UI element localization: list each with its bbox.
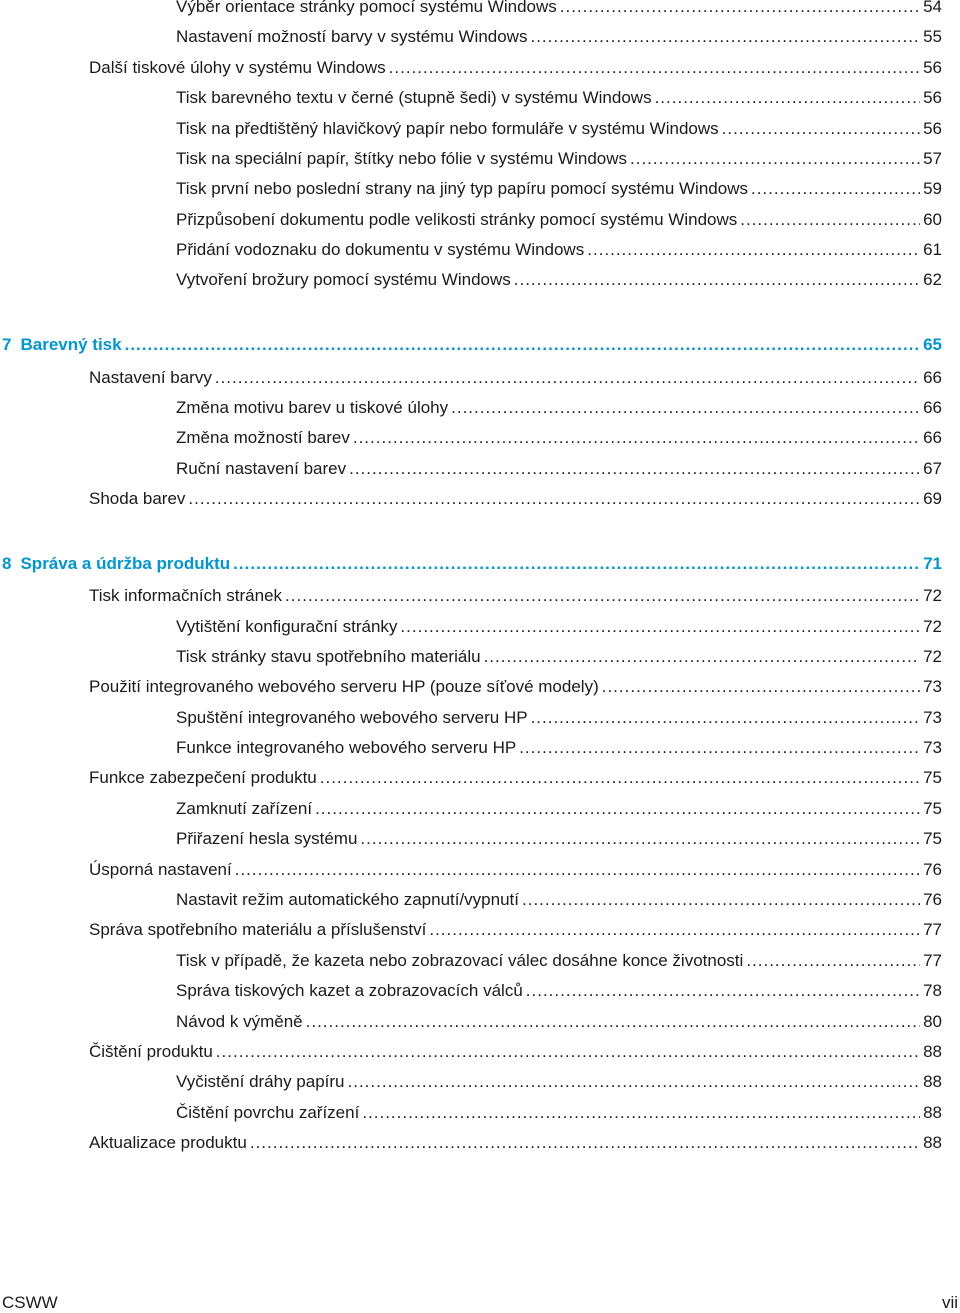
toc-entry[interactable] <box>176 239 942 261</box>
toc-entry-page: 75 <box>923 799 942 818</box>
toc-entry-title: Nastavit režim automatického zapnutí/vypnutí <box>176 890 519 909</box>
toc-entry[interactable] <box>176 1071 942 1093</box>
toc-entry[interactable] <box>89 367 942 389</box>
toc-entry-title: Další tiskové úlohy v systému Windows <box>89 58 386 77</box>
toc-entry-page: 76 <box>923 890 942 909</box>
toc-entry-title: Nastavení možností barvy v systému Windows <box>176 27 528 46</box>
toc-entry-title: Funkce zabezpečení produktu <box>89 768 317 787</box>
toc-entry[interactable] <box>176 178 942 200</box>
leader-dots <box>125 334 920 356</box>
toc-entry[interactable] <box>176 646 942 668</box>
leader-dots <box>630 148 920 170</box>
toc-entry-page: 72 <box>923 617 942 636</box>
toc-entry[interactable] <box>176 209 942 231</box>
toc-entry-title: Vytištění konfigurační stránky <box>176 617 398 636</box>
toc-entry-title: Aktualizace produktu <box>89 1133 247 1152</box>
toc-entry[interactable] <box>176 980 942 1002</box>
leader-dots <box>560 0 920 18</box>
toc-entry[interactable] <box>176 1011 942 1033</box>
toc-entry-title: Tisk na předtištěný hlavičkový papír nebo formuláře v systému Windows <box>176 119 719 138</box>
toc-entry-title: Úsporná nastavení <box>89 860 232 879</box>
toc-entry[interactable] <box>176 889 942 911</box>
toc-entry-title: Přizpůsobení dokumentu podle velikosti stránky pomocí systému Windows <box>176 210 738 229</box>
toc-entry[interactable] <box>176 148 942 170</box>
leader-dots <box>451 397 920 419</box>
toc-entry-page: 56 <box>923 58 942 77</box>
toc-entry-page: 60 <box>923 210 942 229</box>
leader-dots <box>250 1132 920 1154</box>
toc-entry[interactable] <box>176 1102 942 1124</box>
chapter-number: 7 <box>2 335 12 354</box>
toc-entry-page: 88 <box>923 1103 942 1122</box>
toc-entry[interactable] <box>176 0 942 18</box>
toc-entry-title: Přiřazení hesla systému <box>176 829 358 848</box>
leader-dots <box>522 889 920 911</box>
toc-entry-page: 78 <box>923 981 942 1000</box>
leader-dots <box>362 1102 920 1124</box>
leader-dots <box>531 707 921 729</box>
leader-dots <box>285 585 920 607</box>
toc-entry-title: Spuštění integrovaného webového serveru HP <box>176 708 528 727</box>
leader-dots <box>751 178 920 200</box>
leader-dots <box>655 87 921 109</box>
toc-entry-page: 77 <box>923 920 942 939</box>
toc-entry-page: 80 <box>923 1012 942 1031</box>
toc-entry-title: Změna motivu barev u tiskové úlohy <box>176 398 449 417</box>
toc-entry-page: 56 <box>923 119 942 138</box>
toc-entry-page: 66 <box>923 428 942 447</box>
toc-entry[interactable] <box>176 427 942 449</box>
toc-entry-page: 72 <box>923 586 942 605</box>
leader-dots <box>315 798 920 820</box>
toc-entry[interactable] <box>176 26 942 48</box>
chapter-title: Správa a údržba produktu <box>20 554 231 573</box>
chapter-page: 71 <box>923 554 942 573</box>
toc-entry[interactable] <box>89 676 942 698</box>
toc-entry-title: Správa tiskových kazet a zobrazovacích válců <box>176 981 523 1000</box>
toc-entry[interactable] <box>89 859 942 881</box>
toc-entry[interactable] <box>89 1132 942 1154</box>
toc-entry-page: 66 <box>923 368 942 387</box>
leader-dots <box>320 767 920 789</box>
toc-entry-page: 62 <box>923 270 942 289</box>
toc-entry-page: 76 <box>923 860 942 879</box>
toc-entry-title: Tisk stránky stavu spotřebního materiálu <box>176 647 481 666</box>
leader-dots <box>389 57 920 79</box>
toc-entry-title: Použití integrovaného webového serveru HP (pouze síťové modely) <box>89 677 599 696</box>
toc-entry-page: 57 <box>923 149 942 168</box>
leader-dots <box>519 737 920 759</box>
leader-dots <box>348 1071 921 1093</box>
chapter-number: 8 <box>2 554 12 573</box>
leader-dots <box>215 367 920 389</box>
toc-entry-page: 73 <box>923 677 942 696</box>
leader-dots <box>722 118 920 140</box>
toc-entry[interactable] <box>176 458 942 480</box>
toc-entry[interactable] <box>176 798 942 820</box>
toc-entry-page: 69 <box>923 489 942 508</box>
toc-entry-title: Čištění produktu <box>89 1042 213 1061</box>
toc-entry[interactable] <box>176 397 942 419</box>
chapter-title: Barevný tisk <box>20 335 122 354</box>
toc-entry[interactable] <box>176 950 942 972</box>
toc-entry-page: 73 <box>923 738 942 757</box>
leader-dots <box>349 458 920 480</box>
toc-entry-title: Výběr orientace stránky pomocí systému Windows <box>176 0 557 16</box>
toc-entry-page: 54 <box>923 0 942 16</box>
toc-entry-title: Návod k výměně <box>176 1012 303 1031</box>
toc-entry[interactable] <box>176 269 942 291</box>
toc-entry[interactable] <box>89 585 942 607</box>
toc-entry[interactable] <box>89 488 942 510</box>
toc-entry-page: 77 <box>923 951 942 970</box>
toc-entry-title: Přidání vodoznaku do dokumentu v systému Windows <box>176 240 585 259</box>
toc-entry-title: Nastavení barvy <box>89 368 212 387</box>
toc-entry-page: 75 <box>923 768 942 787</box>
toc-entry-title: Tisk v případě, že kazeta nebo zobrazovací válec dosáhne konce životnosti <box>176 951 744 970</box>
leader-dots <box>514 269 920 291</box>
leader-dots <box>746 950 920 972</box>
toc-entry-title: Tisk barevného textu v černé (stupně šedi) v systému Windows <box>176 88 652 107</box>
leader-dots <box>530 26 920 48</box>
toc-entry-title: Vytvoření brožury pomocí systému Windows <box>176 270 511 289</box>
leader-dots <box>306 1011 920 1033</box>
toc-entry-title: Změna možností barev <box>176 428 350 447</box>
toc-entry-page: 88 <box>923 1042 942 1061</box>
chapter-page: 65 <box>923 335 942 354</box>
toc-entry-page: 67 <box>923 459 942 478</box>
toc-entry-title: Shoda barev <box>89 489 186 508</box>
toc-entry[interactable] <box>89 57 942 79</box>
toc-entry-title: Správa spotřebního materiálu a příslušenství <box>89 920 427 939</box>
leader-dots <box>587 239 920 261</box>
toc-entry-page: 72 <box>923 647 942 666</box>
leader-dots <box>360 828 920 850</box>
toc-entry-title: Čištění povrchu zařízení <box>176 1103 360 1122</box>
toc-entry-page: 88 <box>923 1072 942 1091</box>
toc-entry-title: Vyčistění dráhy papíru <box>176 1072 345 1091</box>
leader-dots <box>429 919 920 941</box>
footer-doc-code: CSWW <box>2 1293 58 1312</box>
toc-entry[interactable] <box>89 1041 942 1063</box>
toc-entry[interactable] <box>89 919 942 941</box>
leader-dots <box>233 553 920 575</box>
toc-entry-title: Tisk na speciální papír, štítky nebo fólie v systému Windows <box>176 149 628 168</box>
leader-dots <box>216 1041 920 1063</box>
toc-entry-title: Zamknutí zařízení <box>176 799 313 818</box>
toc-entry-page: 56 <box>923 88 942 107</box>
toc-entry-page: 75 <box>923 829 942 848</box>
toc-entry-page: 59 <box>923 179 942 198</box>
leader-dots <box>526 980 920 1002</box>
toc-entry-title: Tisk první nebo poslední strany na jiný typ papíru pomocí systému Windows <box>176 179 748 198</box>
leader-dots <box>235 859 920 881</box>
toc-entry-title: Ruční nastavení barev <box>176 459 347 478</box>
leader-dots <box>353 427 920 449</box>
toc-entry[interactable] <box>176 87 942 109</box>
leader-dots <box>188 488 920 510</box>
chapter-heading-8[interactable] <box>2 553 942 575</box>
footer-page-number: vii <box>941 1293 958 1312</box>
toc-entry[interactable] <box>176 707 942 729</box>
toc-entry[interactable] <box>176 828 942 850</box>
toc-entry[interactable] <box>176 737 942 759</box>
toc-entry-page: 88 <box>923 1133 942 1152</box>
toc-entry-page: 55 <box>923 27 942 46</box>
leader-dots <box>484 646 921 668</box>
chapter-heading-7[interactable] <box>2 334 942 356</box>
toc-entry-page: 73 <box>923 708 942 727</box>
toc-entry[interactable] <box>176 118 942 140</box>
toc-entry-page: 66 <box>923 398 942 417</box>
leader-dots <box>740 209 920 231</box>
toc-entry-title: Tisk informačních stránek <box>89 586 283 605</box>
toc-entry[interactable] <box>176 616 942 638</box>
leader-dots <box>602 676 920 698</box>
toc-entry[interactable] <box>89 767 942 789</box>
leader-dots <box>400 616 920 638</box>
toc-entry-title: Funkce integrovaného webového serveru HP <box>176 738 517 757</box>
toc-entry-page: 61 <box>923 240 942 259</box>
